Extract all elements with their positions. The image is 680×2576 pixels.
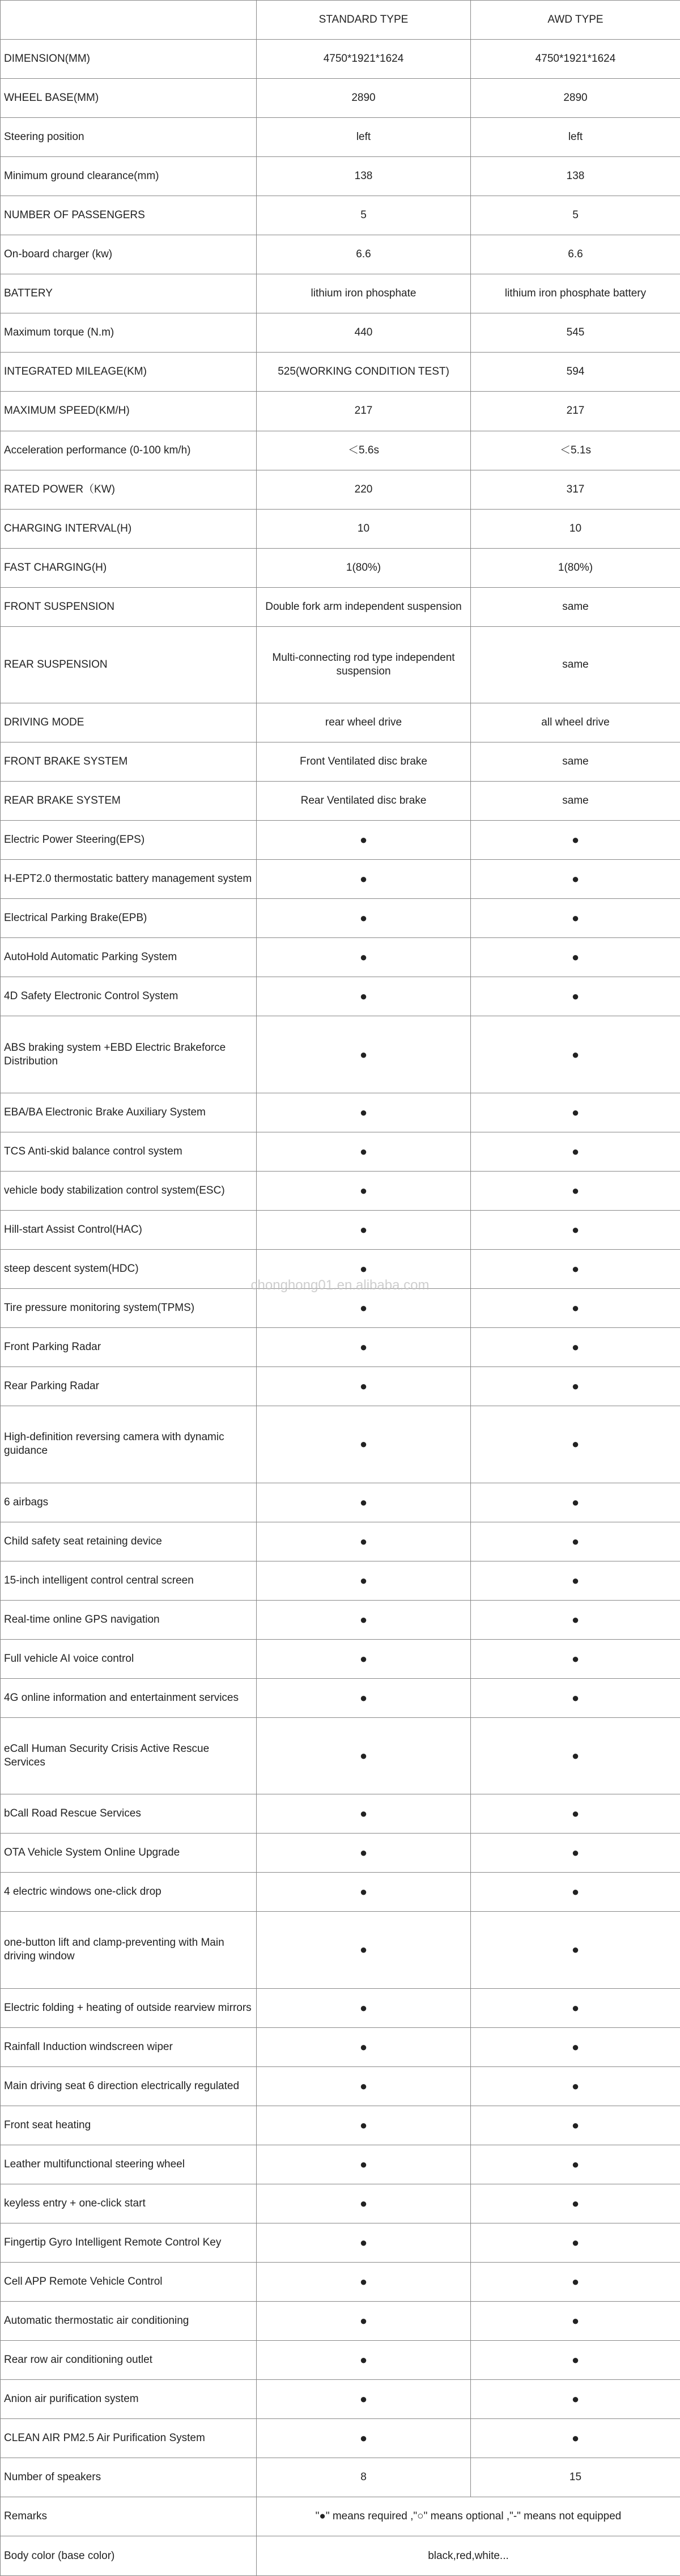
spec-row <box>1 1328 680 1367</box>
awd-value: 217 <box>471 392 680 431</box>
awd-value: ● <box>471 2341 680 2380</box>
standard-value: ● <box>257 860 471 899</box>
spec-row <box>1 2262 680 2301</box>
spec-row <box>1 157 680 196</box>
merged-row <box>1 2536 680 2576</box>
spec-row <box>1 2184 680 2223</box>
spec-row <box>1 1250 680 1289</box>
spec-label: On-board charger (kw) <box>1 235 257 274</box>
spec-label: Minimum ground clearance(mm) <box>1 157 257 196</box>
spec-label: 15-inch intelligent control central screen <box>1 1561 257 1600</box>
spec-row <box>1 274 680 313</box>
spec-row <box>1 1132 680 1171</box>
standard-value: ● <box>257 1873 471 1912</box>
spec-row <box>1 1171 680 1210</box>
awd-value: ● <box>471 1210 680 1249</box>
watermark: chonghong01.en.alibaba.com <box>250 1278 430 1293</box>
spec-row <box>1 2341 680 2380</box>
spec-label: MAXIMUM SPEED(KM/H) <box>1 392 257 431</box>
spec-label: BATTERY <box>1 274 257 313</box>
standard-value: ● <box>257 1132 471 1171</box>
spec-label: vehicle body stabilization control system(ESC) <box>1 1171 257 1210</box>
spec-label: Number of speakers <box>1 2458 257 2497</box>
standard-value: 5 <box>257 196 471 235</box>
spec-row <box>1 1873 680 1912</box>
standard-value: ● <box>257 2341 471 2380</box>
spec-label: bCall Road Rescue Services <box>1 1794 257 1834</box>
spec-label: FRONT BRAKE SYSTEM <box>1 742 257 782</box>
spec-label: 4G online information and entertainment services <box>1 1678 257 1717</box>
awd-value: 1(80%) <box>471 548 680 587</box>
spec-row <box>1 1016 680 1093</box>
spec-label: Tire pressure monitoring system(TPMS) <box>1 1289 257 1328</box>
spec-label: Maximum torque (N.m) <box>1 313 257 353</box>
standard-value: ● <box>257 1289 471 1328</box>
awd-value: ● <box>471 2027 680 2066</box>
standard-value: ● <box>257 2223 471 2262</box>
spec-label: Cell APP Remote Vehicle Control <box>1 2262 257 2301</box>
merged-row <box>1 2497 680 2536</box>
spec-label: Rear row air conditioning outlet <box>1 2341 257 2380</box>
header-cell-standard: STANDARD TYPE <box>257 1 471 40</box>
spec-label: Front seat heating <box>1 2106 257 2145</box>
awd-value: ● <box>471 1328 680 1367</box>
merged-value: "●" means required ,"○" means optional ,"-" means not equipped <box>257 2497 680 2536</box>
spec-row <box>1 1600 680 1639</box>
spec-label: Full vehicle AI voice control <box>1 1639 257 1678</box>
spec-row <box>1 2027 680 2066</box>
spec-row <box>1 1406 680 1483</box>
spec-label: 4D Safety Electronic Control System <box>1 977 257 1016</box>
awd-value: ● <box>471 821 680 860</box>
standard-value: ● <box>257 821 471 860</box>
spec-label: Anion air purification system <box>1 2380 257 2419</box>
spec-label: one-button lift and clamp-preventing with Main driving window <box>1 1912 257 1988</box>
spec-label: Rainfall Induction windscreen wiper <box>1 2027 257 2066</box>
standard-value: ● <box>257 938 471 977</box>
spec-label: RATED POWER（KW) <box>1 470 257 509</box>
spec-row <box>1 2223 680 2262</box>
spec-label: eCall Human Security Crisis Active Rescue Services <box>1 1717 257 1794</box>
standard-value: ● <box>257 1210 471 1249</box>
standard-value: ● <box>257 2184 471 2223</box>
standard-value: 6.6 <box>257 235 471 274</box>
awd-value: ● <box>471 1988 680 2027</box>
standard-value: Rear Ventilated disc brake <box>257 782 471 821</box>
awd-value: ● <box>471 1093 680 1132</box>
spec-row <box>1 899 680 938</box>
awd-value: ● <box>471 2066 680 2106</box>
spec-row <box>1 2458 680 2497</box>
spec-row <box>1 2380 680 2419</box>
spec-label: Electric folding + heating of outside rearview mirrors <box>1 1988 257 2027</box>
spec-table-body <box>1 1 680 2576</box>
spec-row <box>1 821 680 860</box>
spec-row <box>1 703 680 742</box>
standard-value: ● <box>257 2419 471 2458</box>
awd-value: ● <box>471 1367 680 1406</box>
spec-row <box>1 742 680 782</box>
standard-value: ● <box>257 899 471 938</box>
awd-value: ● <box>471 1016 680 1093</box>
awd-value: same <box>471 626 680 703</box>
standard-value: 8 <box>257 2458 471 2497</box>
awd-value: ● <box>471 1600 680 1639</box>
spec-label: INTEGRATED MILEAGE(KM) <box>1 353 257 392</box>
spec-row <box>1 1834 680 1873</box>
spec-label: Automatic thermostatic air conditioning <box>1 2302 257 2341</box>
standard-value: 217 <box>257 392 471 431</box>
merged-label: Remarks <box>1 2497 257 2536</box>
merged-label: Body color (base color) <box>1 2536 257 2576</box>
awd-value: ● <box>471 1132 680 1171</box>
awd-value: ● <box>471 1289 680 1328</box>
spec-label: TCS Anti-skid balance control system <box>1 1132 257 1171</box>
standard-value: ● <box>257 2262 471 2301</box>
spec-label: Real-time online GPS navigation <box>1 1600 257 1639</box>
spec-row <box>1 626 680 703</box>
awd-value: ● <box>471 938 680 977</box>
standard-value: lithium iron phosphate <box>257 274 471 313</box>
spec-row <box>1 1522 680 1561</box>
awd-value: ● <box>471 1406 680 1483</box>
standard-value: 525(WORKING CONDITION TEST) <box>257 353 471 392</box>
spec-row <box>1 2419 680 2458</box>
spec-row <box>1 860 680 899</box>
spec-row <box>1 1367 680 1406</box>
spec-row <box>1 1717 680 1794</box>
standard-value: 138 <box>257 157 471 196</box>
spec-label: Electric Power Steering(EPS) <box>1 821 257 860</box>
awd-value: ● <box>471 2106 680 2145</box>
standard-value: ● <box>257 1171 471 1210</box>
spec-row <box>1 392 680 431</box>
awd-value: ● <box>471 2223 680 2262</box>
awd-value: ● <box>471 2380 680 2419</box>
awd-value: same <box>471 742 680 782</box>
standard-value: 4750*1921*1624 <box>257 40 471 79</box>
awd-value: ● <box>471 1717 680 1794</box>
spec-row <box>1 938 680 977</box>
awd-value: ● <box>471 977 680 1016</box>
spec-row <box>1 977 680 1016</box>
standard-value: ＜5.6s <box>257 431 471 470</box>
spec-row <box>1 1561 680 1600</box>
spec-row <box>1 1794 680 1834</box>
standard-value: ● <box>257 1328 471 1367</box>
awd-value: ● <box>471 1834 680 1873</box>
spec-row <box>1 2106 680 2145</box>
spec-label: H-EPT2.0 thermostatic battery management system <box>1 860 257 899</box>
header-cell-feature <box>1 1 257 40</box>
spec-row <box>1 2066 680 2106</box>
standard-value: Multi-connecting rod type independent suspension <box>257 626 471 703</box>
spec-label: DIMENSION(MM) <box>1 40 257 79</box>
awd-value: same <box>471 587 680 626</box>
standard-value: ● <box>257 1639 471 1678</box>
header-cell-awd: AWD TYPE <box>471 1 680 40</box>
standard-value: ● <box>257 1561 471 1600</box>
spec-row <box>1 587 680 626</box>
spec-label: keyless entry + one-click start <box>1 2184 257 2223</box>
standard-value: ● <box>257 1600 471 1639</box>
awd-value: 594 <box>471 353 680 392</box>
spec-label: Acceleration performance (0-100 km/h) <box>1 431 257 470</box>
spec-row <box>1 1912 680 1988</box>
awd-value: ● <box>471 1912 680 1988</box>
awd-value: 138 <box>471 157 680 196</box>
spec-label: CHARGING INTERVAL(H) <box>1 509 257 548</box>
standard-value: ● <box>257 2066 471 2106</box>
standard-value: ● <box>257 2302 471 2341</box>
awd-value: ● <box>471 860 680 899</box>
standard-value: 440 <box>257 313 471 353</box>
spec-label: Hill-start Assist Control(HAC) <box>1 1210 257 1249</box>
awd-value: ● <box>471 1678 680 1717</box>
standard-value: ● <box>257 1988 471 2027</box>
standard-value: Front Ventilated disc brake <box>257 742 471 782</box>
standard-value: 10 <box>257 509 471 548</box>
awd-value: all wheel drive <box>471 703 680 742</box>
spec-label: ABS braking system +EBD Electric Brakeforce Distribution <box>1 1016 257 1093</box>
awd-value: ● <box>471 899 680 938</box>
spec-label: Front Parking Radar <box>1 1328 257 1367</box>
awd-value: 2890 <box>471 79 680 118</box>
standard-value: ● <box>257 1250 471 1289</box>
spec-label: OTA Vehicle System Online Upgrade <box>1 1834 257 1873</box>
spec-row <box>1 235 680 274</box>
spec-row <box>1 1210 680 1249</box>
standard-value: ● <box>257 1522 471 1561</box>
awd-value: ● <box>471 1794 680 1834</box>
awd-value: ● <box>471 1250 680 1289</box>
standard-value: ● <box>257 1483 471 1522</box>
awd-value: 6.6 <box>471 235 680 274</box>
awd-value: ● <box>471 1639 680 1678</box>
standard-value: ● <box>257 2145 471 2184</box>
spec-row <box>1 79 680 118</box>
spec-row <box>1 1639 680 1678</box>
standard-value: 2890 <box>257 79 471 118</box>
spec-row <box>1 196 680 235</box>
standard-value: ● <box>257 1367 471 1406</box>
awd-value: 10 <box>471 509 680 548</box>
spec-row <box>1 1289 680 1328</box>
awd-value: ● <box>471 2419 680 2458</box>
spec-row <box>1 1988 680 2027</box>
awd-value: lithium iron phosphate battery <box>471 274 680 313</box>
spec-label: 6 airbags <box>1 1483 257 1522</box>
awd-value: 4750*1921*1624 <box>471 40 680 79</box>
spec-row <box>1 353 680 392</box>
spec-label: DRIVING MODE <box>1 703 257 742</box>
spec-label: NUMBER OF PASSENGERS <box>1 196 257 235</box>
spec-label: Main driving seat 6 direction electrically regulated <box>1 2066 257 2106</box>
standard-value: ● <box>257 1678 471 1717</box>
spec-label: Fingertip Gyro Intelligent Remote Control Key <box>1 2223 257 2262</box>
spec-label: Leather multifunctional steering wheel <box>1 2145 257 2184</box>
spec-label: WHEEL BASE(MM) <box>1 79 257 118</box>
spec-label: CLEAN AIR PM2.5 Air Purification System <box>1 2419 257 2458</box>
standard-value: 1(80%) <box>257 548 471 587</box>
spec-row <box>1 2145 680 2184</box>
spec-label: FAST CHARGING(H) <box>1 548 257 587</box>
awd-value: 317 <box>471 470 680 509</box>
awd-value: same <box>471 782 680 821</box>
merged-value: black,red,white... <box>257 2536 680 2576</box>
standard-value: ● <box>257 1912 471 1988</box>
standard-value: ● <box>257 1406 471 1483</box>
spec-row <box>1 509 680 548</box>
awd-value: ● <box>471 1483 680 1522</box>
standard-value: left <box>257 118 471 157</box>
awd-value: ● <box>471 2145 680 2184</box>
spec-label: steep descent system(HDC) <box>1 1250 257 1289</box>
spec-label: High-definition reversing camera with dynamic guidance <box>1 1406 257 1483</box>
standard-value: ● <box>257 2027 471 2066</box>
standard-value: ● <box>257 977 471 1016</box>
awd-value: 15 <box>471 2458 680 2497</box>
spec-label: 4 electric windows one-click drop <box>1 1873 257 1912</box>
spec-label: EBA/BA Electronic Brake Auxiliary System <box>1 1093 257 1132</box>
spec-label: Electrical Parking Brake(EPB) <box>1 899 257 938</box>
spec-row <box>1 782 680 821</box>
awd-value: ● <box>471 2302 680 2341</box>
awd-value: left <box>471 118 680 157</box>
spec-row <box>1 470 680 509</box>
awd-value: ● <box>471 2184 680 2223</box>
standard-value: ● <box>257 2106 471 2145</box>
standard-value: 220 <box>257 470 471 509</box>
awd-value: ● <box>471 1873 680 1912</box>
spec-label: REAR BRAKE SYSTEM <box>1 782 257 821</box>
standard-value: ● <box>257 1794 471 1834</box>
spec-row <box>1 1093 680 1132</box>
spec-label: Child safety seat retaining device <box>1 1522 257 1561</box>
standard-value: ● <box>257 1834 471 1873</box>
spec-label: REAR SUSPENSION <box>1 626 257 703</box>
standard-value: ● <box>257 1717 471 1794</box>
spec-row <box>1 431 680 470</box>
spec-row <box>1 1678 680 1717</box>
spec-label: FRONT SUSPENSION <box>1 587 257 626</box>
standard-value: Double fork arm independent suspension <box>257 587 471 626</box>
spec-row <box>1 118 680 157</box>
standard-value: ● <box>257 1093 471 1132</box>
spec-row <box>1 40 680 79</box>
spec-row <box>1 548 680 587</box>
standard-value: rear wheel drive <box>257 703 471 742</box>
spec-row <box>1 2302 680 2341</box>
spec-label: AutoHold Automatic Parking System <box>1 938 257 977</box>
standard-value: ● <box>257 2380 471 2419</box>
awd-value: ＜5.1s <box>471 431 680 470</box>
awd-value: 545 <box>471 313 680 353</box>
awd-value: ● <box>471 1522 680 1561</box>
awd-value: ● <box>471 2262 680 2301</box>
spec-label: Steering position <box>1 118 257 157</box>
awd-value: ● <box>471 1561 680 1600</box>
spec-row <box>1 1483 680 1522</box>
awd-value: ● <box>471 1171 680 1210</box>
standard-value: ● <box>257 1016 471 1093</box>
awd-value: 5 <box>471 196 680 235</box>
header-row <box>1 1 680 40</box>
spec-row <box>1 313 680 353</box>
spec-label: Rear Parking Radar <box>1 1367 257 1406</box>
